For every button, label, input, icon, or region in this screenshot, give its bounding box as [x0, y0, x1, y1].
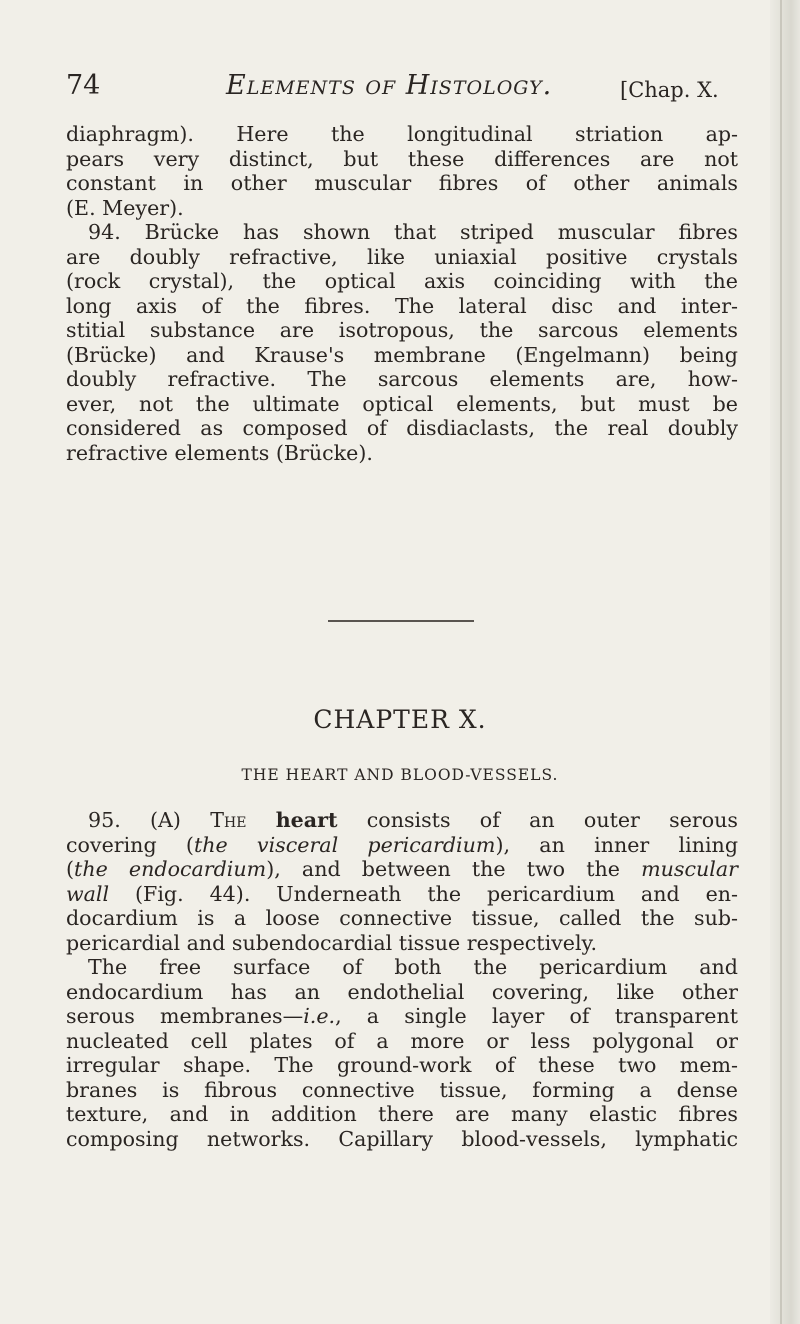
- text-line: long axis of the fibres. The lateral disc and inter-: [66, 293, 738, 318]
- text-line: considered as composed of disdiaclasts, the real doubly: [66, 416, 738, 440]
- text-line: (E. Meyer).: [66, 195, 184, 220]
- paragraph-95: [66, 808, 738, 955]
- text-run: (Fig. 44). Underneath the pericardium and en-: [109, 881, 738, 906]
- text-run-italic: i.e.: [303, 1004, 336, 1028]
- paragraph-94: [66, 220, 738, 465]
- keyword-heart: heart: [275, 808, 338, 832]
- text-line: constant in other muscular fibres of other animals: [66, 171, 738, 195]
- chapter-title: CHAPTER X.: [313, 705, 487, 734]
- text-line: [66, 1004, 738, 1029]
- text-line: ever, not the ultimate optical elements, but must be: [66, 391, 738, 416]
- text-line: (rock crystal), the optical axis coinciding with the: [66, 269, 738, 293]
- text-run-italic: muscular: [641, 857, 738, 881]
- text-line: doubly refractive. The sarcous elements are, how-: [66, 367, 738, 391]
- text-line: stitial substance are isotropous, the sarcous elements: [66, 318, 738, 342]
- paragraph-diaphragm: [66, 122, 738, 220]
- chapter-reference: [Chap. X.: [620, 78, 719, 102]
- text-run-italic: wall: [66, 881, 110, 906]
- text-run: [246, 808, 275, 832]
- page-edge-shadow: [770, 0, 800, 1324]
- text-line: [66, 808, 738, 833]
- running-title: Elements of Histology.: [226, 70, 553, 101]
- text-line: pears very distinct, but these differences are not: [66, 146, 738, 171]
- text-run: ), and between the two the: [266, 857, 642, 881]
- text-line: docardium is a loose connective tissue, called the sub-: [66, 906, 738, 930]
- text-line: refractive elements (Brücke).: [66, 440, 373, 465]
- section-divider-rule: [328, 620, 474, 622]
- text-run: (: [66, 857, 75, 881]
- page-header: [66, 70, 736, 106]
- text-run: serous membranes—: [66, 1004, 304, 1028]
- text-line: composing networks. Capillary blood-vessels, lymphatic: [66, 1126, 738, 1151]
- text-run: consists of an outer serous: [337, 808, 738, 832]
- text-line: diaphragm). Here the longitudinal striation ap-: [66, 122, 738, 146]
- page-edge-line: [780, 0, 782, 1324]
- text-run-italic: the endocardium: [74, 857, 267, 881]
- text-line: [66, 857, 738, 882]
- text-line: branes is fibrous connective tissue, forming a dense: [66, 1077, 738, 1102]
- page-number: 74: [66, 70, 101, 101]
- text-line: texture, and in addition there are many elastic fibres: [66, 1102, 738, 1126]
- text-run: covering (: [66, 832, 194, 857]
- text-run: , a single layer of transparent: [335, 1004, 738, 1028]
- text-line: endocardium has an endothelial covering, like other: [66, 979, 738, 1004]
- text-line: [66, 833, 738, 858]
- text-run: The: [210, 808, 247, 832]
- text-line: (Brücke) and Krause's membrane (Engelmann) being: [66, 342, 738, 367]
- text-line: are doubly refractive, like uniaxial positive crystals: [66, 244, 738, 269]
- text-run: 95. (A): [88, 808, 211, 832]
- paragraph-free-surface: [66, 955, 738, 1151]
- text-line: [66, 882, 738, 907]
- text-line: nucleated cell plates of a more or less polygonal or: [66, 1028, 738, 1053]
- text-line: The free surface of both the pericardium and: [88, 955, 738, 979]
- text-line: pericardial and subendocardial tissue respectively.: [66, 930, 598, 955]
- chapter-subtitle: THE HEART AND BLOOD-VESSELS.: [241, 766, 559, 784]
- text-line: 94. Brücke has shown that striped muscular fibres: [88, 220, 738, 244]
- text-line: irregular shape. The ground-work of these two mem-: [66, 1053, 738, 1077]
- text-run: ), an inner lining: [495, 832, 738, 857]
- text-run-italic: the visceral pericardium: [193, 832, 496, 857]
